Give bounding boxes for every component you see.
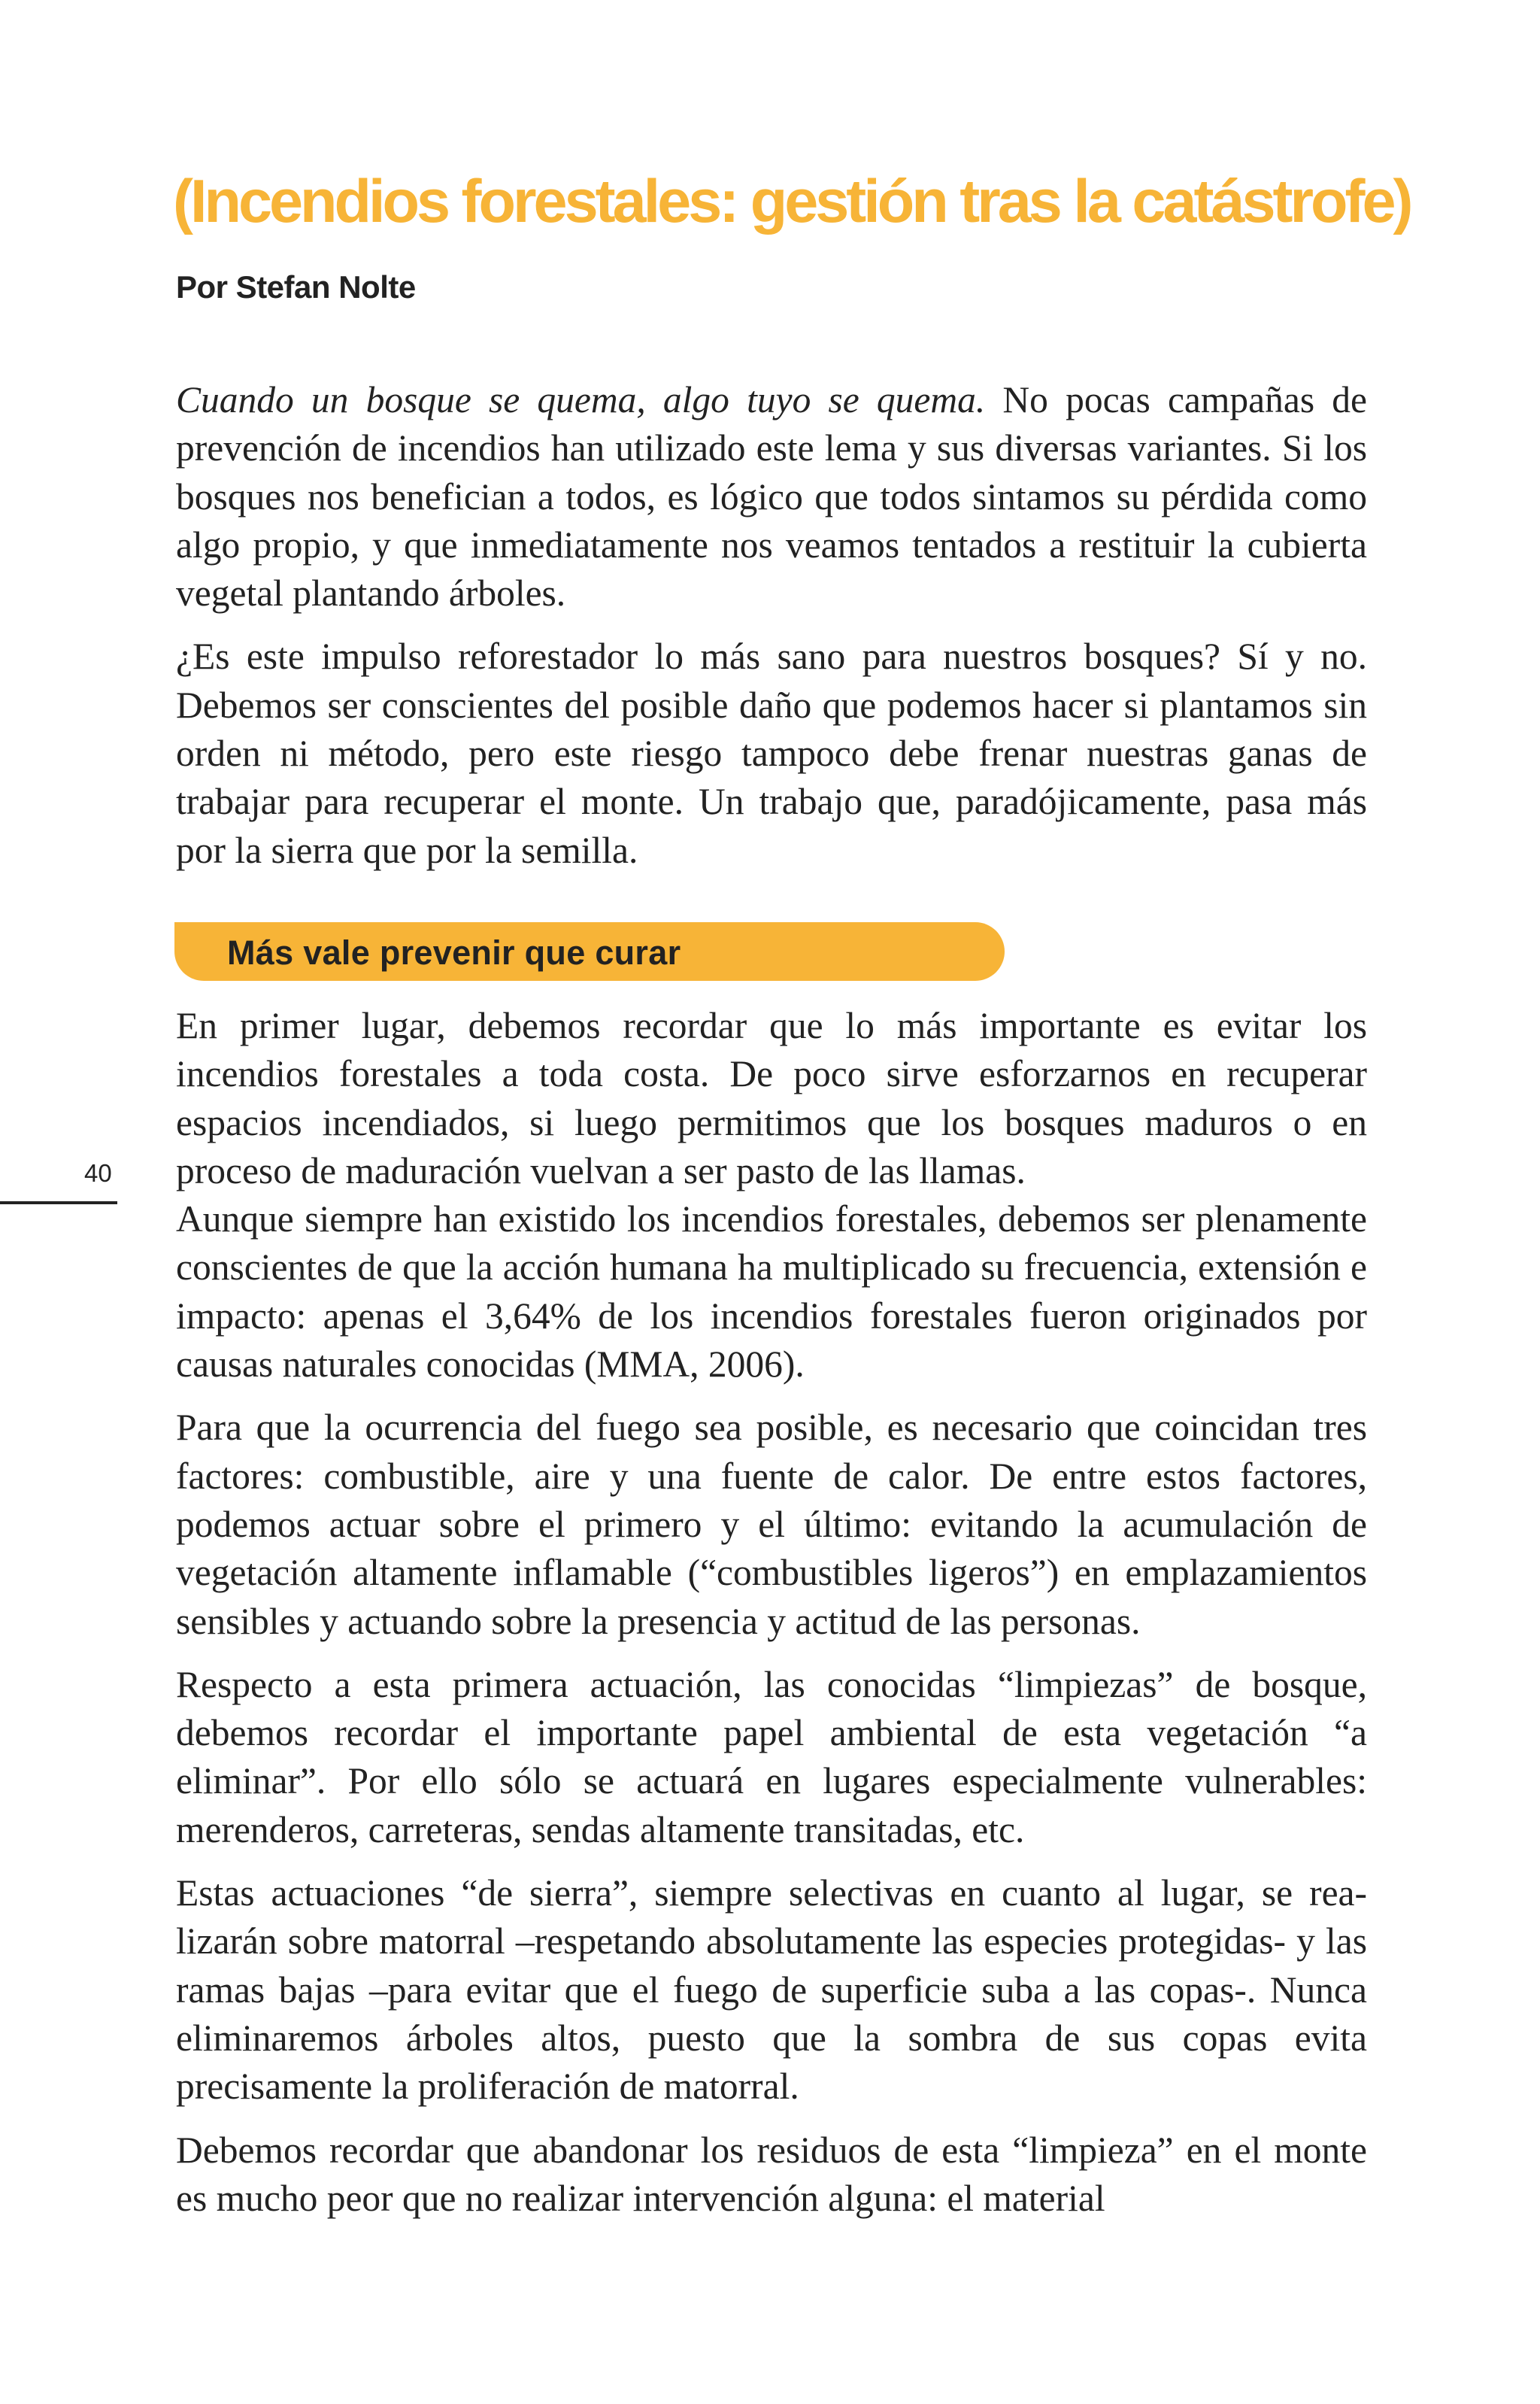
body-paragraph: Debemos recordar que abandonar los residuos de esta “limpieza” en el monte es mucho peor que no realizar intervención alguna: el material (176, 2129, 1367, 2219)
page-number-rule (0, 1201, 117, 1204)
body-paragraph: Para que la ocurrencia del fuego sea posible, es necesario que coincidan tres factores: combustible, aire y una fuente de calor. De entre estos factores, podemos actuar sobre el primero y el último: evitando la acumulación de vegetación altamente inflamable (“combustibles ligeros”) en emplazamientos sensibles y actuando sobre la presencia y actitud de las personas. (176, 1407, 1367, 1642)
intro-paragraph (176, 376, 1367, 618)
body-paragraph: Respecto a esta primera actuación, las conocidas “limpiezas” de bosque, debemos recordar el importante papel ambiental de esta vegetación “a eliminar”. Por ello sólo se actuará en lugares especialmente vulnerables: merenderos, carreteras, sendas altamente transitadas, etc. (176, 1663, 1367, 1850)
author-byline: Por Stefan Nolte (176, 269, 416, 305)
page-number: 40 (84, 1159, 112, 1187)
intro-paragraph-text: No pocas campañas de prevención de incendios han utilizado este lema y sus diversas variantes. Si los bosques nos benefician a todos, es lógico que todos sintamos su pérdida como algo propio, y que inmediatamente nos veamos tentados a restituir la cubierta vegetal plantando árboles. (176, 379, 1367, 615)
intro-lead-quote: Cuando un bosque se quema, algo tuyo se quema. (176, 379, 986, 420)
body-paragraph: Aunque siempre han existido los incendios forestales, debemos ser plenamente conscientes de que la acción humana ha multiplicado su frecuencia, extensión e impacto: apenas el 3,64% de los incendios forestales fueron originados por causas naturales conocidas (MMA, 2006). (176, 1198, 1367, 1386)
body-paragraph: Estas actuaciones “de sierra”, siempre selectivas en cuanto al lugar, se realizarán sobre matorral –respetando absolutamente las especies protegidas- y las ramas bajas –para evitar que el fuego de superficie suba a las copas-. Nunca eliminaremos árboles altos, puesto que la sombra de sus copas evita precisamente la proliferación de matorral. (176, 1872, 1367, 2108)
intro-text (176, 376, 1367, 875)
section-heading: Más vale prevenir que curar (227, 933, 681, 972)
body-paragraph: En primer lugar, debemos recordar que lo más importante es evitar los incendios forestales a toda costa. De poco sirve esforzarnos en recuperar espacios incendiados, si luego permitimos que los bosques maduros o en proceso de maduración vuelvan a ser pasto de las llamas. (176, 1005, 1367, 1191)
section-text (176, 1002, 1367, 2223)
section-heading-banner (174, 922, 1005, 981)
article-title: (Incendios forestales: gestión tras la catástrofe) (173, 168, 1411, 235)
intro-paragraph: ¿Es este impulso reforestador lo más sano para nuestros bosques? Sí y no. Debemos ser conscientes del posible daño que podemos hacer si plantamos sin orden ni método, pero este riesgo tampoco debe frenar nuestras ganas de trabajar para recuperar el monte. Un trabajo que, paradójicamente, pasa más por la sierra que por la semilla. (176, 636, 1367, 871)
